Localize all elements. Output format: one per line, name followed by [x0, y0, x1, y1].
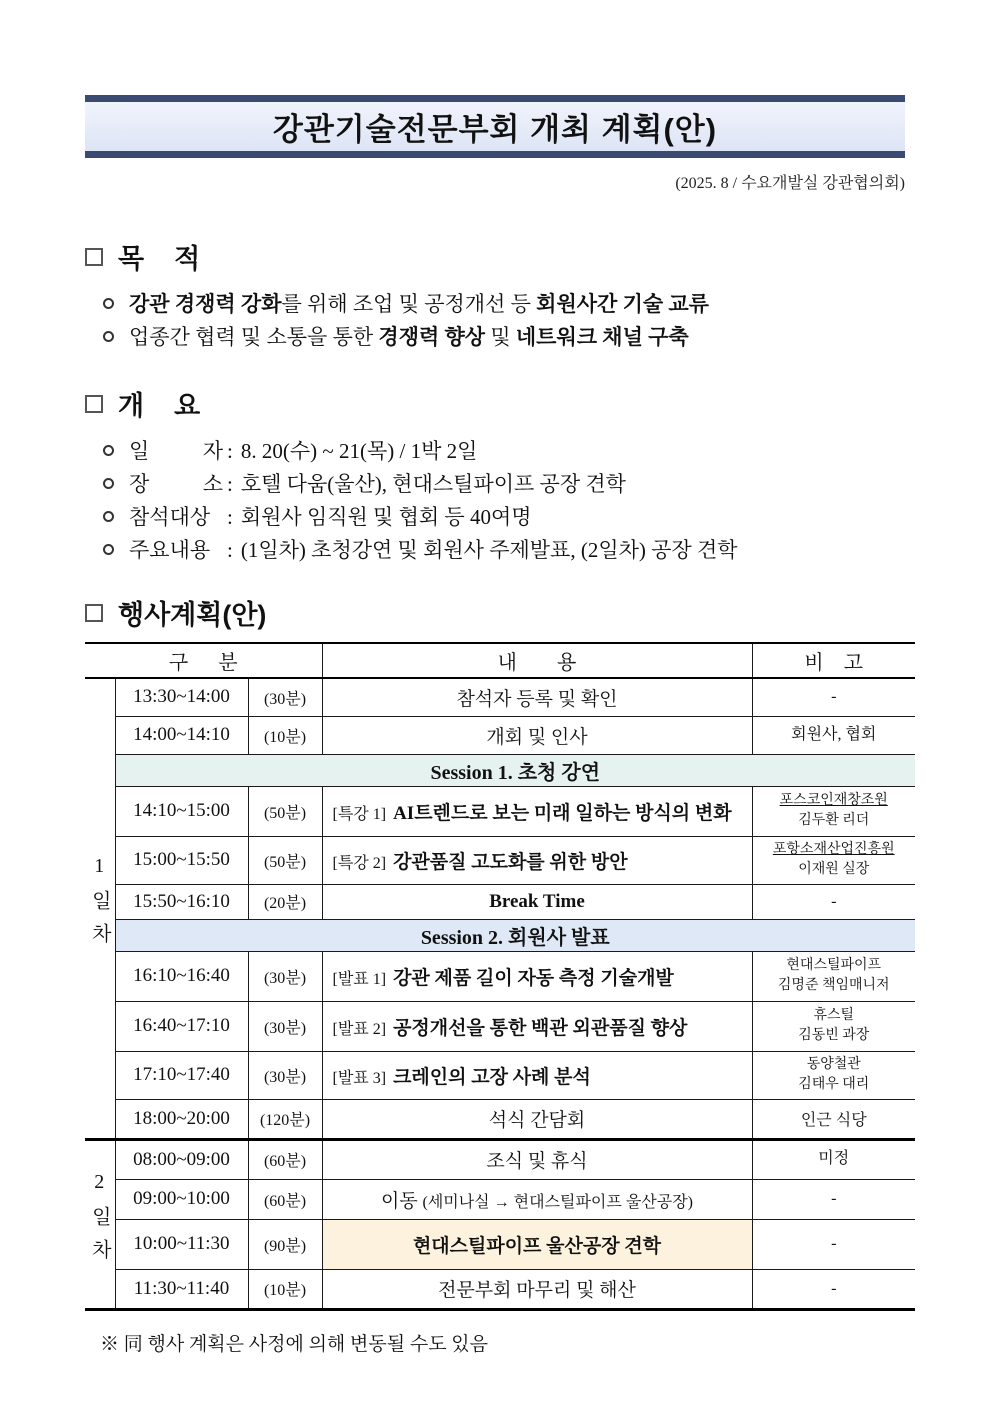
table-row: 18:00~20:00 (120분) 석식 간담회 인근 식당: [85, 1099, 915, 1139]
list-item: [103, 321, 905, 354]
list-item: [103, 468, 905, 501]
session1-title: Session 1. 초청 강연: [115, 754, 915, 786]
day1-label-cell: 1일차: [85, 678, 115, 1139]
schedule-table: [85, 642, 915, 1311]
circle-bullet-icon: [103, 445, 114, 456]
overview-item-text: 장 소 : 호텔 다움(울산), 현대스틸파이프 공장 견학: [129, 472, 626, 496]
list-item: [103, 288, 905, 321]
circle-bullet-icon: [103, 544, 114, 555]
day2-label-cell: 2일차: [85, 1139, 115, 1309]
purpose-item-text: 강관 경쟁력 강화를 위해 조업 및 공정개선 등 회원사간 기술 교류: [129, 292, 709, 316]
column-header-remark: 비 고: [752, 643, 915, 678]
plan-heading-label: 행사계획(안): [118, 600, 267, 630]
circle-bullet-icon: [103, 298, 114, 309]
table-row: 15:50~16:10 (20분) Break Time -: [85, 884, 915, 919]
square-bullet-icon: [85, 395, 103, 413]
column-header-category: 구 분: [85, 643, 322, 678]
overview-list: [103, 435, 905, 567]
plan-heading: [85, 593, 905, 632]
footnote: ※ 同 행사 계획은 사정에 의해 변동될 수도 있음: [100, 1333, 489, 1355]
section-overview: [85, 384, 905, 567]
session-header-row: [85, 919, 915, 951]
table-row: 14:00~14:10 (10분) 개회 및 인사 회원사, 협회: [85, 716, 915, 754]
list-item: [103, 501, 905, 534]
overview-heading: [85, 384, 905, 423]
circle-bullet-icon: [103, 331, 114, 342]
overview-item-text: 참석대상 : 회원사 임직원 및 협회 등 40여명: [129, 505, 532, 529]
overview-item-text: 주요내용 : (1일차) 초청강연 및 회원사 주제발표, (2일차) 공장 견학: [129, 538, 738, 562]
session2-title: Session 2. 회원사 발표: [115, 919, 915, 951]
list-item: [103, 534, 905, 567]
column-header-content: 내 용: [322, 643, 752, 678]
square-bullet-icon: [85, 604, 103, 622]
overview-heading-label: 개 요: [118, 391, 201, 421]
table-row: 15:00~15:50 (50분) [특강 2] 강관품질 고도화를 위한 방안 포항소재산업진흥원 이재원 실장: [85, 836, 915, 884]
purpose-heading-label: 목 적: [118, 244, 201, 274]
table-row: 17:10~17:40 (30분) [발표 3] 크레인의 고장 사례 분석 동양철관 김태우 대리: [85, 1051, 915, 1099]
purpose-list: [103, 288, 905, 354]
table-row: 1일차 13:30~14:00 (30분) 참석자 등록 및 확인 -: [85, 678, 915, 716]
table-row: 11:30~11:40 (10분) 전문부회 마무리 및 해산 -: [85, 1269, 915, 1309]
page-title: 강관기술전문부회 개최 계획(안): [272, 112, 718, 147]
list-item: [103, 435, 905, 468]
table-row: 16:10~16:40 (30분) [발표 1] 강관 제품 길이 자동 측정 기술개발 현대스틸파이프 김명준 책임매니저: [85, 951, 915, 1001]
section-purpose: [85, 237, 905, 354]
title-banner: [85, 95, 905, 158]
session-header-row: [85, 754, 915, 786]
purpose-heading: [85, 237, 905, 276]
table-header-row: [85, 643, 915, 678]
table-row: 09:00~10:00 (60분) 이동 (세미나실 → 현대스틸파이프 울산공장) -: [85, 1179, 915, 1219]
date-author-line: (2025. 8 / 수요개발실 강관협의회): [675, 175, 905, 192]
section-plan: [85, 593, 905, 632]
square-bullet-icon: [85, 248, 103, 266]
purpose-item-text: 업종간 협력 및 소통을 통한 경쟁력 향상 및 네트워크 채널 구축: [129, 325, 689, 349]
table-row: 14:10~15:00 (50분) [특강 1] AI트렌드로 보는 미래 일하는 방식의 변화 포스코인재창조원 김두환 리더: [85, 786, 915, 836]
table-row: 16:40~17:10 (30분) [발표 2] 공정개선을 통한 백관 외관품질 향상 휴스틸 김동빈 과장: [85, 1001, 915, 1051]
banner-top-bar: [85, 95, 905, 102]
highlighted-cell: 현대스틸파이프 울산공장 견학: [322, 1219, 752, 1269]
circle-bullet-icon: [103, 478, 114, 489]
banner-body: [85, 102, 905, 151]
banner-bottom-bar: [85, 151, 905, 158]
circle-bullet-icon: [103, 511, 114, 522]
table-row: 10:00~11:30 (90분) 현대스틸파이프 울산공장 견학 -: [85, 1219, 915, 1269]
table-row: 2일차 08:00~09:00 (60분) 조식 및 휴식 미정: [85, 1139, 915, 1179]
overview-item-text: 일 자 : 8. 20(수) ~ 21(목) / 1박 2일: [129, 439, 478, 463]
